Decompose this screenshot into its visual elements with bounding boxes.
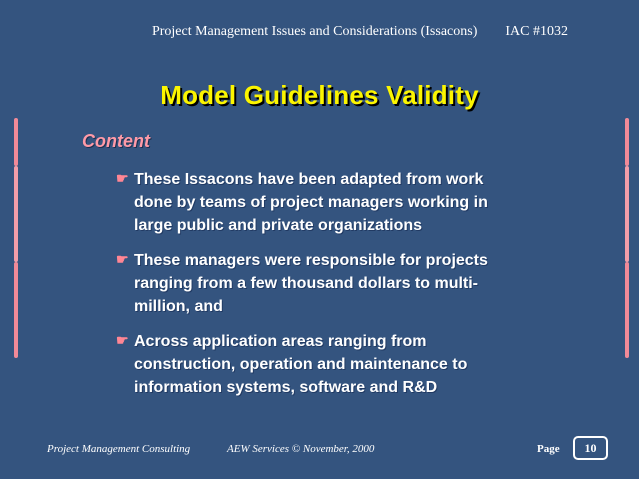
right-accent-bar-bottom [625, 262, 629, 358]
left-accent-bar-bottom [14, 262, 18, 358]
page-number-badge [573, 436, 608, 460]
bullet-item-2-line-3: million, and [134, 298, 223, 315]
left-accent-bar-top [14, 118, 18, 166]
footer-middle-text: AEW Services © November, 2000 [227, 443, 375, 455]
header-title: Project Management Issues and Considerations (Issacons) [151, 24, 478, 39]
top-header [150, 22, 610, 42]
content-bullet-list [116, 168, 571, 411]
bullet-item-1 [116, 168, 571, 237]
pointing-hand-icon: ☛ [116, 332, 129, 348]
bullet-item-3 [116, 330, 571, 399]
bullet-item-1-line-3: large public and private organizations [134, 217, 423, 234]
page-number: 10 [584, 440, 597, 455]
bullet-item-2-line-2: ranging from a few thousand dollars to multi- [134, 275, 479, 292]
bullet-item-2 [116, 249, 571, 318]
bullet-item-3-line-2: construction, operation and maintenance to [134, 356, 468, 373]
header-code: IAC #1032 [505, 24, 568, 39]
pointing-hand-icon: ☛ [116, 170, 129, 186]
pointing-hand-icon: ☛ [116, 251, 129, 267]
page-label: Page [537, 443, 560, 455]
section-label: Content [82, 131, 150, 151]
left-accent-bar-middle [14, 166, 18, 262]
bullet-item-1-line-2: done by teams of project managers working in [134, 194, 488, 211]
right-accent-bar-top [625, 118, 629, 166]
slide-title: Model Guidelines Validity [160, 80, 479, 110]
bullet-item-2-line-1: These managers were responsible for projects [134, 252, 488, 269]
footer-left-text: Project Management Consulting [47, 443, 191, 455]
slide-footer [47, 441, 617, 461]
bullet-item-3-line-1: Across application areas ranging from [134, 333, 427, 350]
bullet-item-3-line-3: information systems, software and R&D [134, 379, 438, 396]
right-accent-bar-middle [625, 166, 629, 262]
bullet-item-1-line-1: These Issacons have been adapted from work [134, 171, 484, 188]
